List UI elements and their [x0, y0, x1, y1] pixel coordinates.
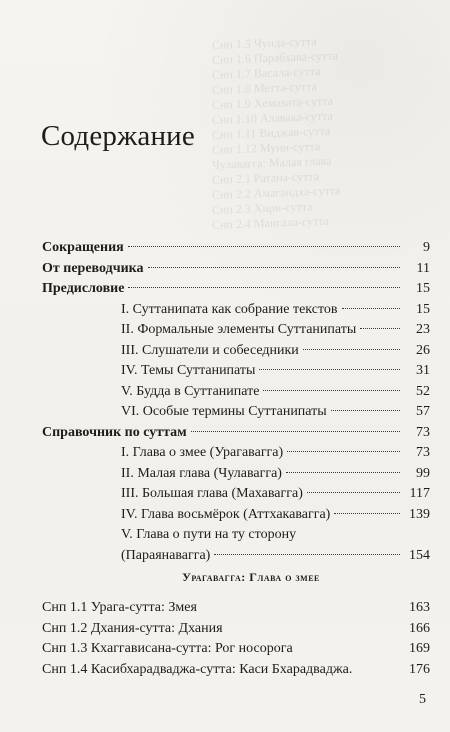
- toc-entry-label: IV. Глава восьмёрок (Аттхакавагга): [121, 506, 331, 522]
- dot-leader: [259, 369, 400, 370]
- toc-subentry: [42, 402, 430, 423]
- toc-entry-label: I. Суттанипата как собрание текстов: [121, 301, 338, 317]
- toc-entry-page: 117: [409, 486, 430, 501]
- toc-entry: [42, 423, 430, 444]
- sutta-entry-label: Снп 1.4 Касибхарадваджа-сутта: Каси Бхарадваджа.: [42, 661, 353, 677]
- toc-entry-label: II. Малая глава (Чулавагга): [121, 465, 282, 481]
- toc-entry-label: IV. Темы Суттанипаты: [121, 363, 256, 378]
- sutta-entry-label: Снп 1.2 Дхания-сутта: Дхания: [42, 620, 223, 636]
- sutta-entry-page: 166: [409, 620, 430, 636]
- sutta-entry: [42, 598, 430, 619]
- dot-leader: [331, 410, 400, 411]
- sutta-entry-page: 176: [409, 661, 430, 677]
- toc-subentry: [42, 484, 430, 505]
- toc-entry-page: 15: [416, 281, 430, 296]
- toc-entry-label: I. Глава о змее (Урагавагга): [121, 445, 284, 460]
- toc-entry-label: VI. Особые термины Суттанипаты: [121, 404, 327, 419]
- toc-entry-label: Сокращения: [42, 240, 124, 255]
- dot-leader: [360, 328, 400, 329]
- dot-leader: [214, 554, 400, 555]
- toc-entry: [42, 279, 430, 300]
- toc-entry-label: II. Формальные элементы Суттанипаты: [121, 322, 357, 337]
- toc-entry-label: III. Слушатели и собеседники: [121, 342, 299, 358]
- toc-entry-page: 73: [416, 445, 430, 460]
- dot-leader: [128, 246, 400, 247]
- toc-entry-label: Предисловие: [42, 281, 125, 296]
- toc-entry-label: Справочник по суттам: [42, 424, 187, 440]
- toc-subentry: [42, 443, 430, 464]
- dot-leader: [286, 472, 400, 473]
- toc-entry-page: 15: [416, 301, 430, 317]
- sutta-entry: [42, 660, 430, 681]
- dot-leader: [191, 431, 400, 432]
- sutta-entry-page: 169: [409, 641, 430, 656]
- dot-leader: [128, 287, 400, 288]
- toc-subentry-wrapped: [42, 525, 430, 546]
- page-number: 5: [419, 692, 426, 707]
- toc-entry-page: 9: [423, 240, 430, 255]
- toc-subentry: [42, 361, 430, 382]
- toc-subentry-continuation: [42, 546, 430, 567]
- toc-entry-page: 23: [416, 322, 430, 337]
- section-heading-text: Урагавагга: Глава о змее: [182, 570, 320, 584]
- section-heading: [0, 570, 450, 585]
- dot-leader: [263, 390, 400, 391]
- toc-entry-label: III. Большая глава (Махавагга): [121, 486, 303, 501]
- toc-entry: [42, 238, 430, 259]
- dot-leader: [342, 308, 400, 309]
- toc-entry-page: 99: [416, 465, 430, 481]
- toc-subentry: [42, 382, 430, 403]
- dot-leader: [307, 492, 400, 493]
- sutta-entry: [42, 619, 430, 640]
- toc-entry-page: 31: [416, 363, 430, 378]
- toc-subentry: [42, 320, 430, 341]
- dot-leader: [334, 513, 400, 514]
- toc-entry-page: 139: [409, 506, 430, 522]
- toc-entry-page: 26: [416, 342, 430, 358]
- toc-entry-page: 57: [416, 404, 430, 419]
- toc-subentry: [42, 464, 430, 485]
- page-title: Содержание: [41, 120, 195, 152]
- dot-leader: [303, 349, 400, 350]
- sutta-entry-page: 163: [409, 600, 430, 615]
- dot-leader: [148, 267, 400, 268]
- toc-entry: [42, 259, 430, 280]
- sutta-entry: [42, 639, 430, 660]
- table-of-contents: [42, 238, 430, 566]
- toc-subentry: [42, 505, 430, 526]
- sutta-list: [42, 598, 430, 680]
- toc-entry-label: От переводчика: [42, 260, 144, 276]
- toc-subentry: [42, 300, 430, 321]
- sutta-entry-label: Снп 1.3 Кхаггависана-сутта: Рог носорога: [42, 641, 293, 656]
- toc-entry-label: V. Будда в Суттанипате: [121, 383, 260, 399]
- dot-leader: [287, 451, 400, 452]
- toc-entry-label: (Параянавагга): [121, 547, 211, 563]
- toc-entry-page: 73: [416, 424, 430, 440]
- sutta-entry-label: Снп 1.1 Урага-сутта: Змея: [42, 600, 197, 615]
- toc-entry-page: 11: [416, 260, 430, 276]
- toc-entry-page: 52: [416, 383, 430, 399]
- toc-subentry: [42, 341, 430, 362]
- bleed-through-text: Снп 1.5 Чунда-сутта Снп 1.6 Парабхава-сутта Снп 1.7 Васала-сутта Снп 1.8 Метта-сутта Снп 1.9 Хемавата-сутта Снп 1.10 Алавака-сутта Снп 1.11 Виджая-сутта Снп 1.12 Муни-сутта Чулавагга: Малая глава Снп 2.1 Ратана-сутта Снп 2.2 Амагандха-сутта Снп 2.3 Хири-сутта Снп 2.4 Мангала-сутта: [212, 34, 341, 232]
- toc-entry-page: 154: [409, 547, 430, 563]
- toc-entry-label: V. Глава о пути на ту сторону: [121, 527, 297, 542]
